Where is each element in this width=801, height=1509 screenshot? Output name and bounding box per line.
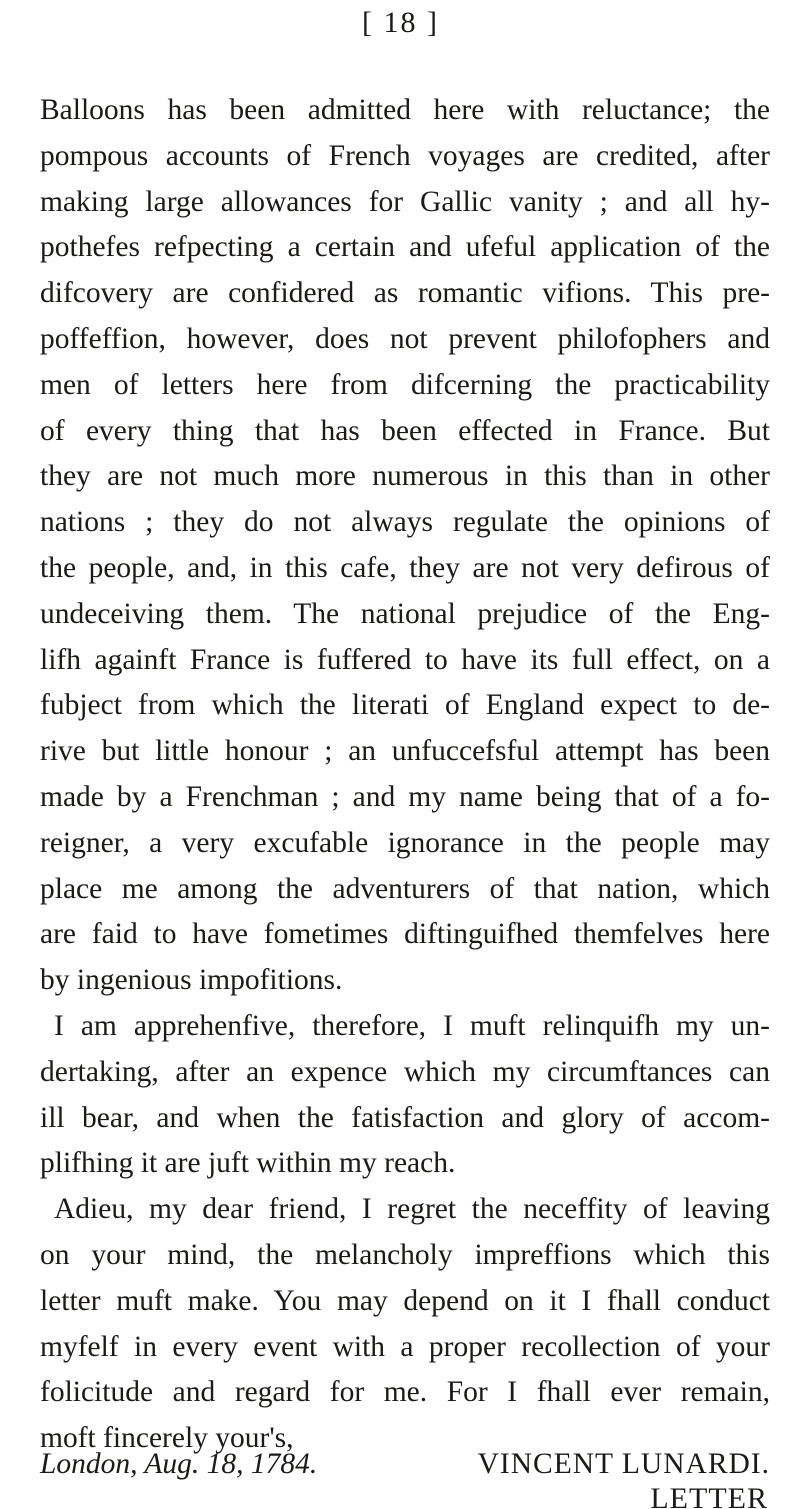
text-line: I am apprehenfive, therefore, I muft relinquifh my un-	[54, 1009, 770, 1042]
text-line: fubject from which the literati of England expect to de-	[40, 689, 770, 722]
text-line: pompous accounts of French voyages are credited, after	[40, 139, 770, 172]
letter-body	[40, 88, 770, 1462]
text-line: myfelf in every event with a proper recollection of your	[40, 1330, 770, 1363]
text-line: nations ; they do not always regulate the opinions of	[40, 506, 770, 539]
text-line: moft fincerely your's,	[40, 1422, 294, 1455]
text-line: pothefes refpecting a certain and ufeful application of the	[40, 231, 770, 264]
place-and-date: London, Aug. 18, 1784.	[40, 1448, 318, 1480]
text-line: made by a Frenchman ; and my name being that of a fo-	[40, 780, 770, 813]
text-line: Balloons has been admitted here with reluctance; the	[40, 94, 770, 126]
text-line: reigner, a very excufable ignorance in the people may	[40, 826, 770, 859]
signature-line	[40, 1441, 770, 1487]
text-line: place me among the adventurers of that nation, which	[40, 872, 770, 905]
page-number: [ 18 ]	[362, 6, 439, 39]
catchword: LETTER	[650, 1488, 768, 1509]
text-line: rive but little honour ; an unfuccefsful attempt has been	[40, 735, 770, 768]
text-line: dertaking, after an expence which my circumftances can	[40, 1055, 770, 1088]
text-line: of every thing that has been effected in France. But	[40, 414, 770, 447]
text-line: men of letters here from difcerning the practicability	[40, 368, 770, 401]
text-line: they are not much more numerous in this than in other	[40, 460, 770, 493]
author-signature: VINCENT LUNARDI.	[477, 1448, 770, 1480]
text-line: by ingenious impofitions.	[40, 964, 343, 997]
text-line: folicitude and regard for me. For I fhall ever remain,	[40, 1376, 770, 1409]
text-line: making large allowances for Gallic vanity ; and all hy-	[40, 185, 770, 218]
text-line: difcovery are confidered as romantic vifions. This pre-	[40, 277, 770, 310]
text-line: undeceiving them. The national prejudice of the Eng-	[40, 597, 770, 630]
text-line: letter muft make. You may depend on it I fhall conduct	[40, 1284, 770, 1317]
text-line: are faid to have fometimes diftinguifhed themfelves here	[40, 918, 770, 951]
text-line: lifh againft France is fuffered to have its full effect, on a	[40, 643, 770, 676]
text-line: poffeffion, however, does not prevent philofophers and	[40, 322, 770, 355]
text-line: ill bear, and when the fatisfaction and glory of accom-	[40, 1101, 770, 1134]
text-line: Adieu, my dear friend, I regret the neceffity of leaving	[54, 1193, 770, 1226]
text-line: plifhing it are juft within my reach.	[40, 1147, 456, 1180]
text-line: the people, and, in this cafe, they are not very defirous of	[40, 551, 770, 584]
text-line: on your mind, the melancholy impreffions which this	[40, 1238, 770, 1271]
